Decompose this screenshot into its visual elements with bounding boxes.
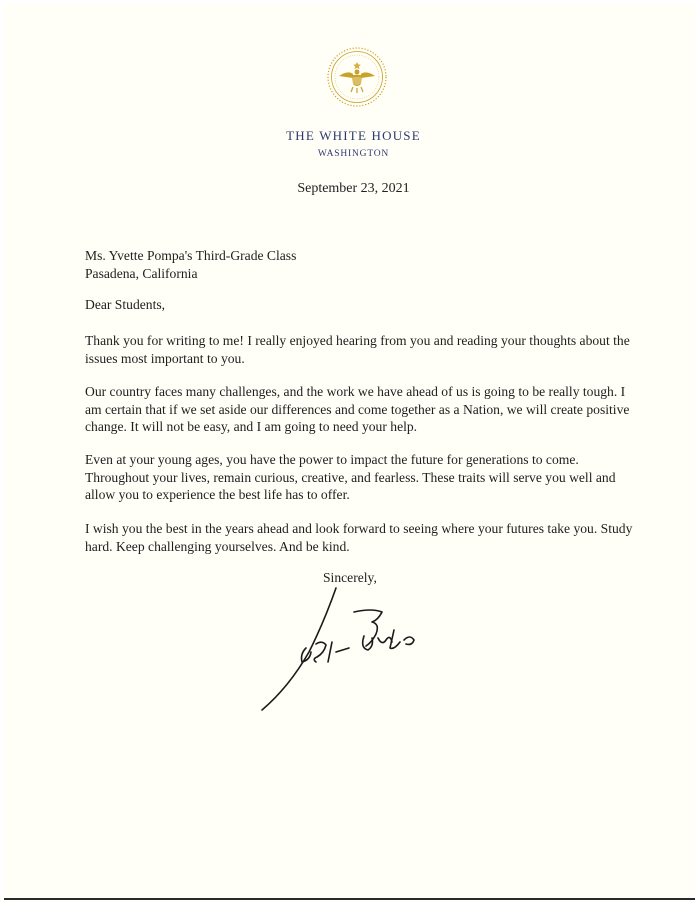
salutation: Dear Students, bbox=[85, 297, 166, 312]
recipient-line-1: Ms. Yvette Pompa's Third-Grade Class bbox=[85, 248, 297, 263]
presidential-seal-icon bbox=[326, 46, 388, 108]
body-paragraph-1: Thank you for writing to me! I really enjoyed hearing from you and reading your thoughts about the issues most important to you. bbox=[85, 333, 630, 366]
body-paragraph-3: Even at your young ages, you have the power to impact the future for generations to come. Throughout your lives, remain curious, creative, and fearless. These traits will serve you well and allow you to experience the best life has to offer. bbox=[85, 452, 616, 502]
body-paragraph-4: I wish you the best in the years ahead and look forward to seeing where your futures take you. Study hard. Keep challenging yourselves. And be kind. bbox=[85, 521, 633, 554]
closing: Sincerely, bbox=[323, 570, 377, 585]
letter-page bbox=[4, 4, 695, 900]
handwritten-signature-icon bbox=[254, 582, 424, 717]
letterhead-title: THE WHITE HOUSE bbox=[286, 128, 421, 143]
letter-date: September 23, 2021 bbox=[297, 181, 410, 196]
recipient-line-2: Pasadena, California bbox=[85, 266, 198, 281]
letterhead-subtitle: WASHINGTON bbox=[317, 149, 390, 159]
body-paragraph-2: Our country faces many challenges, and the work we have ahead of us is going to be really tough. I am certain that if we set aside our differences and come together as a Nation, we will create positive change. It will not be easy, and I am going to need your help. bbox=[85, 384, 630, 434]
